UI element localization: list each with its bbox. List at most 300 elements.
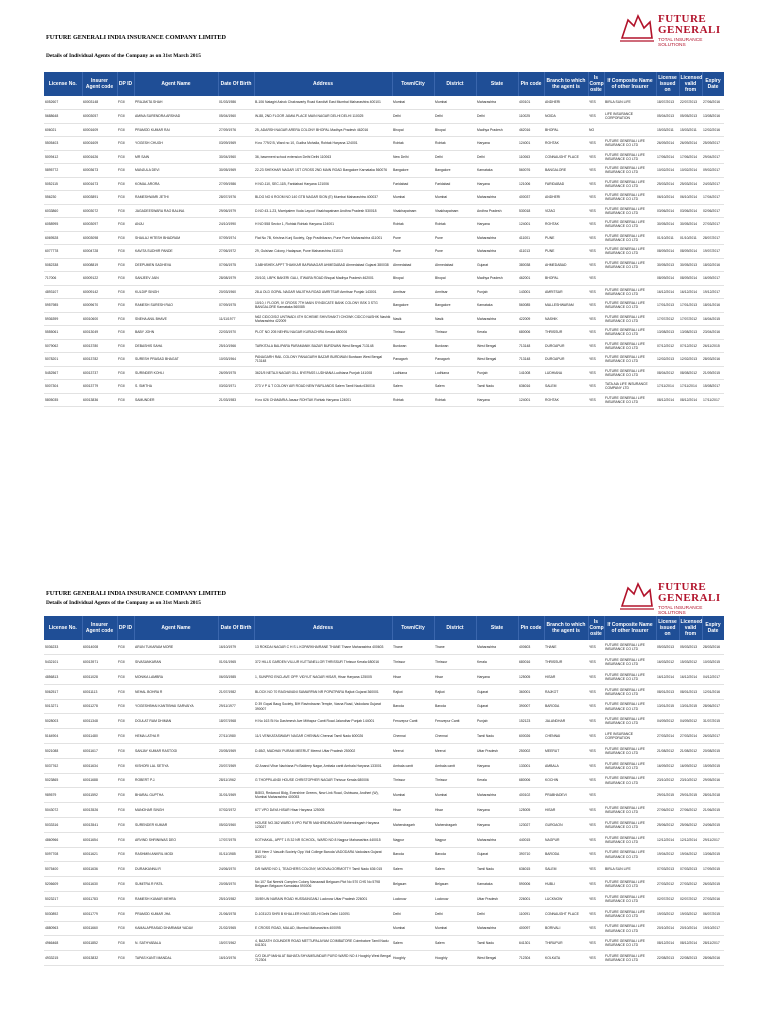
cell-expiry-date: 23/04/2016 bbox=[702, 326, 724, 340]
cell-other-insurer: FUTURE GENERALI LIFE INSURANCE CO LTD bbox=[604, 655, 656, 670]
table-row bbox=[44, 640, 724, 655]
cell-expiry-date: 24/03/2017 bbox=[702, 177, 724, 191]
table-row bbox=[44, 204, 724, 218]
cell-address: 677 VPO DAYA HISAR Hisar Haryana 125005 bbox=[254, 803, 392, 818]
cell-dp-id: FGII bbox=[117, 96, 134, 110]
cell-other-insurer: FUTURE GENERALI LIFE INSURANCE CO LTD bbox=[604, 951, 656, 966]
table-row bbox=[44, 393, 724, 407]
cell-other-insurer: FUTURE GENERALI LIFE INSURANCE CO LTD bbox=[604, 312, 656, 326]
cell-branch: NOIDA bbox=[544, 110, 588, 124]
cell-dob: 16/10/1979 bbox=[218, 640, 254, 655]
cell-dp-id: FGII bbox=[117, 393, 134, 407]
cell-town-city: Mumbai bbox=[392, 788, 434, 803]
cell-dob: 24/10/1990 bbox=[218, 218, 254, 232]
cell-agent-code: 60003098 bbox=[82, 231, 117, 245]
cell-agent-name: KAMALAPRASAD DHARMAM YADAV bbox=[134, 921, 218, 936]
cell-is-composite: YES bbox=[588, 640, 604, 655]
cell-dob: 07/09/1974 bbox=[218, 231, 254, 245]
cell-district: Burdwan bbox=[434, 339, 476, 353]
cell-valid-from: 08/01/2013 bbox=[679, 684, 702, 699]
cell-dob: 20/05/1970 bbox=[218, 877, 254, 892]
cell-branch: CHENNAI bbox=[544, 729, 588, 744]
cell-state: Delhi bbox=[476, 906, 518, 921]
cell-state: Haryana bbox=[476, 818, 518, 833]
header-dp-id: DP ID bbox=[117, 72, 134, 96]
cell-is-composite: YES bbox=[588, 847, 604, 862]
cell-pin-code: 124001 bbox=[518, 218, 544, 232]
cell-address: 22-23 SHEKHAR NAGAR 1ST CROSS 2ND MAIN ROAD Bangalore Karnataka 560076 bbox=[254, 164, 392, 178]
cell-district: Ahmedabad bbox=[434, 258, 476, 272]
cell-town-city: Thane bbox=[392, 640, 434, 655]
cell-branch: NAGPUR bbox=[544, 832, 588, 847]
cell-license-no: 5164904 bbox=[44, 729, 82, 744]
cell-license-no: 5078201 bbox=[44, 353, 82, 367]
cell-branch: NASHIK bbox=[544, 312, 588, 326]
cell-address: 3 ABHISHEK APPT THAKKAR BAPANAGAR AHMEDABAD Ahmedabad Gujarat 380038 bbox=[254, 258, 392, 272]
header-state: State bbox=[476, 72, 518, 96]
cell-address: 42 Anand Vihar Nachiana Po Baldeep Nagar, Ambala cantt Ambala Haryana 133001 bbox=[254, 758, 392, 773]
cell-is-composite: YES bbox=[588, 137, 604, 151]
cell-town-city: Ferozepur Cantt bbox=[392, 714, 434, 729]
cell-district: Rohtak bbox=[434, 218, 476, 232]
table-row bbox=[44, 788, 724, 803]
cell-pin-code: 530018 bbox=[518, 204, 544, 218]
cell-dp-id: FGII bbox=[117, 150, 134, 164]
cell-agent-name: YOGESH CHUGH bbox=[134, 137, 218, 151]
cell-valid-from: 13/08/2013 bbox=[679, 326, 702, 340]
table-row bbox=[44, 729, 724, 744]
table-row bbox=[44, 177, 724, 191]
cell-license-no: 6069528 bbox=[44, 231, 82, 245]
table-row bbox=[44, 684, 724, 699]
cell-expiry-date: 17/11/2017 bbox=[702, 393, 724, 407]
cell-dob: 20/05/1969 bbox=[218, 744, 254, 759]
cell-branch: PUNE bbox=[544, 245, 588, 259]
cell-other-insurer: FUTURE GENERALI LIFE INSURANCE CO LTD bbox=[604, 393, 656, 407]
table-row bbox=[44, 714, 724, 729]
cell-license-no: 6077778 bbox=[44, 245, 82, 259]
cell-agent-name: SIVASANKARAN bbox=[134, 655, 218, 670]
cell-pin-code: 133001 bbox=[518, 758, 544, 773]
cell-expiry-date: 16/04/2015 bbox=[702, 312, 724, 326]
cell-town-city: Faridabad bbox=[392, 177, 434, 191]
cell-state: Haryana bbox=[476, 670, 518, 685]
cell-dob: 20/03/1960 bbox=[218, 285, 254, 299]
cell-expiry-date: 20/08/2015 bbox=[702, 744, 724, 759]
cell-expiry-date: 27/03/2016 bbox=[702, 892, 724, 907]
cell-district: Mumbai bbox=[434, 921, 476, 936]
header-other-insurer: If Composite Name of other Insurer bbox=[604, 616, 656, 640]
cell-branch: PUNE bbox=[544, 231, 588, 245]
header-license-no: License No. bbox=[44, 72, 82, 96]
cell-dp-id: FGII bbox=[117, 714, 134, 729]
cell-valid-from: 17/11/2014 bbox=[679, 380, 702, 394]
cell-agent-code: 60013780 bbox=[82, 339, 117, 353]
header-address: Address bbox=[254, 72, 392, 96]
cell-expiry-date: 28/03/2016 bbox=[702, 353, 724, 367]
cell-town-city: Nasik bbox=[392, 312, 434, 326]
cell-town-city: Hooghly bbox=[392, 951, 434, 966]
cell-town-city: Mahendragarh bbox=[392, 818, 434, 833]
cell-expiry-date: 15/09/2015 bbox=[702, 758, 724, 773]
cell-state: Tamil Nadu bbox=[476, 729, 518, 744]
table-row bbox=[44, 744, 724, 759]
cell-district: Faridabad bbox=[434, 177, 476, 191]
cell-state: Punjab bbox=[476, 366, 518, 380]
cell-pin-code: 680006 bbox=[518, 326, 544, 340]
cell-expiry-date: 27/03/2017 bbox=[702, 218, 724, 232]
cell-branch: KOLKATA bbox=[544, 951, 588, 966]
cell-license-issued: 17/01/2013 bbox=[656, 299, 679, 313]
cell-valid-from: 12/12/2014 bbox=[679, 832, 702, 847]
cell-agent-code: 60009122 bbox=[82, 272, 117, 286]
cell-dob: 25/10/1966 bbox=[218, 339, 254, 353]
cell-address: 29, Gulshan Colony, Hadapsar, Pune Maharashtra 411013 bbox=[254, 245, 392, 259]
logo-word-generali: GENERALI bbox=[658, 24, 721, 36]
cell-license-no: 4966468 bbox=[44, 936, 82, 951]
company-title: FUTURE GENERALI INDIA INSURANCE COMPANY LIMITED bbox=[46, 34, 226, 41]
cell-pin-code: 400102 bbox=[518, 788, 544, 803]
cell-district: Rohtak bbox=[434, 137, 476, 151]
header-agent-name: Agent Name bbox=[134, 616, 218, 640]
cell-agent-name: RAMESH SURESH RAO bbox=[134, 299, 218, 313]
cell-branch: HUBLI bbox=[544, 877, 588, 892]
cell-town-city: Salem bbox=[392, 380, 434, 394]
cell-dob: 24/06/1970 bbox=[218, 862, 254, 877]
cell-dob: 21/02/1965 bbox=[218, 921, 254, 936]
cell-dob: 29/11/1977 bbox=[218, 699, 254, 714]
header-address: Address bbox=[254, 616, 392, 640]
cell-agent-code: 60011278 bbox=[82, 699, 117, 714]
cell-is-composite: YES bbox=[588, 339, 604, 353]
cell-license-issued: 17/06/2014 bbox=[656, 150, 679, 164]
cell-dob: 27/09/1976 bbox=[218, 123, 254, 137]
cell-license-no: 5023217 bbox=[44, 892, 82, 907]
table-header-row bbox=[44, 616, 724, 640]
cell-is-composite: YES bbox=[588, 729, 604, 744]
cell-pin-code: 123027 bbox=[518, 818, 544, 833]
cell-state: Haryana bbox=[476, 137, 518, 151]
cell-district: Ferozepur Cantt bbox=[434, 714, 476, 729]
cell-expiry-date: 28/06/2017 bbox=[702, 699, 724, 714]
cell-town-city: Hisar bbox=[392, 670, 434, 685]
table-row bbox=[44, 921, 724, 936]
cell-other-insurer: FUTURE GENERALI LIFE INSURANCE CO LTD bbox=[604, 150, 656, 164]
cell-other-insurer: FUTURE GENERALI LIFE INSURANCE CO LTD bbox=[604, 892, 656, 907]
cell-agent-code: 60003673 bbox=[82, 164, 117, 178]
cell-pin-code: 590006 bbox=[518, 877, 544, 892]
cell-valid-from: 23/10/2012 bbox=[679, 773, 702, 788]
cell-pin-code: 462016 bbox=[518, 123, 544, 137]
cell-branch: PRABHADEVI bbox=[544, 788, 588, 803]
cell-is-composite: YES bbox=[588, 921, 604, 936]
cell-dp-id: FGII bbox=[117, 877, 134, 892]
cell-address: H.no 626 CHAMARIA Jasaur ROHTAK Rohtak Haryana 124001 bbox=[254, 393, 392, 407]
cell-agent-code: 60001609 bbox=[82, 137, 117, 151]
cell-address: H NO 558 Sector 1, Rohtak Rohtak Haryana 124001 bbox=[254, 218, 392, 232]
cell-is-composite: YES bbox=[588, 936, 604, 951]
cell-license-issued: 07/12/2012 bbox=[656, 339, 679, 353]
cell-town-city: Bangalore bbox=[392, 299, 434, 313]
cell-license-issued: 02/07/2012 bbox=[656, 892, 679, 907]
cell-agent-name: SAMUNDER bbox=[134, 393, 218, 407]
cell-dob: 18/07/1968 bbox=[218, 714, 254, 729]
cell-district: Delhi bbox=[434, 110, 476, 124]
cell-valid-from: 17/01/2013 bbox=[679, 299, 702, 313]
cell-agent-name: SANJEEV JAIN bbox=[134, 272, 218, 286]
cell-district: Lucknow bbox=[434, 892, 476, 907]
cell-district: Delhi bbox=[434, 906, 476, 921]
cell-license-issued: 16/12/2014 bbox=[656, 670, 679, 685]
cell-valid-from: 08/09/2014 bbox=[679, 245, 702, 259]
cell-agent-name: MONIKA LAMBRA bbox=[134, 670, 218, 685]
cell-agent-code: 60003148 bbox=[82, 96, 117, 110]
cell-branch: BARODA bbox=[544, 847, 588, 862]
cell-state: Kerala bbox=[476, 773, 518, 788]
cell-pin-code: 600026 bbox=[518, 729, 544, 744]
cell-pin-code: 141008 bbox=[518, 366, 544, 380]
cell-agent-name: S. SMITHA bbox=[134, 380, 218, 394]
cell-pin-code: 712304 bbox=[518, 951, 544, 966]
cell-district: Bhopal bbox=[434, 123, 476, 137]
cell-address: G THOPPILANDI HOUSE CHRISTOPHER NAGAR Thrissur Kerala 680006 bbox=[254, 773, 392, 788]
cell-is-composite: YES bbox=[588, 272, 604, 286]
table-row bbox=[44, 231, 724, 245]
cell-dob: 17/07/1975 bbox=[218, 832, 254, 847]
cell-agent-name: SHAILAJ HITESH BHADRAM bbox=[134, 231, 218, 245]
cell-license-no: 5043072 bbox=[44, 803, 82, 818]
cell-agent-name: N. SATHYABALA bbox=[134, 936, 218, 951]
cell-license-issued: 16/12/2014 bbox=[656, 285, 679, 299]
cell-dob: 03/09/1969 bbox=[218, 137, 254, 151]
cell-valid-from: 19/03/2012 bbox=[679, 906, 702, 921]
cell-district: Mumbai bbox=[434, 96, 476, 110]
cell-agent-name: SURENDER KUMAR bbox=[134, 818, 218, 833]
cell-other-insurer: FUTURE GENERALI LIFE INSURANCE CO LTD bbox=[604, 258, 656, 272]
cell-state: West Bengal bbox=[476, 339, 518, 353]
cell-state: Andhra Pradesh bbox=[476, 204, 518, 218]
cell-state: Maharashtra bbox=[476, 921, 518, 936]
cell-pin-code: 641301 bbox=[518, 936, 544, 951]
cell-address: PANAGARH RAIL COLONY PANAGARH BAZAR BURDWAN Burdwan West Bengal 713148 bbox=[254, 353, 392, 367]
cell-agent-code: 60011654 bbox=[82, 832, 117, 847]
cell-agent-code: 60009142 bbox=[82, 285, 117, 299]
table-row bbox=[44, 326, 724, 340]
cell-license-issued: 27/03/2012 bbox=[656, 877, 679, 892]
header-agent-code: Insurer Agent code bbox=[82, 72, 117, 96]
cell-dp-id: FGII bbox=[117, 906, 134, 921]
cell-state: West Bengal bbox=[476, 353, 518, 367]
cell-dob: 01/11/1985 bbox=[218, 847, 254, 862]
cell-district: Thrissur bbox=[434, 655, 476, 670]
cell-pin-code: 636015 bbox=[518, 862, 544, 877]
cell-expiry-date: 29/05/2016 bbox=[702, 773, 724, 788]
cell-address: 11/1 VENKATASWAMY NAGAR CHENNAI Chennai Tamil Nadu 600026 bbox=[254, 729, 392, 744]
cell-state: Maharashtra bbox=[476, 231, 518, 245]
cell-dp-id: FGII bbox=[117, 299, 134, 313]
cell-is-composite: YES bbox=[588, 299, 604, 313]
cell-license-no: 4933215 bbox=[44, 951, 82, 966]
cell-town-city: Rohtak bbox=[392, 393, 434, 407]
cell-license-issued: 25/06/2012 bbox=[656, 818, 679, 833]
cell-town-city: Ahmedabad bbox=[392, 258, 434, 272]
cell-state: Delhi bbox=[476, 110, 518, 124]
cell-dp-id: FGII bbox=[117, 258, 134, 272]
cell-license-no: 6033860 bbox=[44, 204, 82, 218]
cell-agent-name: KULDIP SINGH bbox=[134, 285, 218, 299]
cell-agent-code: 60013779 bbox=[82, 380, 117, 394]
cell-expiry-date: 09/02/2017 bbox=[702, 164, 724, 178]
cell-dob: 25/10/1982 bbox=[218, 892, 254, 907]
cell-address: 372 HILLS GARDEN VILLUR KUTTANELLOR THRISSUR Thrissur Kerala 680016 bbox=[254, 655, 392, 670]
cell-pin-code: 152123 bbox=[518, 714, 544, 729]
cell-other-insurer: FUTURE GENERALI LIFE INSURANCE CO LTD bbox=[604, 877, 656, 892]
cell-expiry-date: 17/04/2017 bbox=[702, 191, 724, 205]
cell-license-no: 556230 bbox=[44, 191, 82, 205]
cell-address: 13 ROKDAI NAGAR C H S L KOPARKHAIRANE THANE Thane Maharashtra 400603 bbox=[254, 640, 392, 655]
cell-license-issued: 27/03/2014 bbox=[656, 729, 679, 744]
cell-state: Punjab bbox=[476, 285, 518, 299]
cell-other-insurer: BIRLA SUN LIFE bbox=[604, 862, 656, 877]
cell-state: Tamil Nadu bbox=[476, 936, 518, 951]
cell-address: B/803, Redwood Bldg, Evershine Greens, New Link Road, Oshiwara, Andheri (W), Mumbai Maharashtra 400053 bbox=[254, 788, 392, 803]
cell-license-no: 5452567 bbox=[44, 366, 82, 380]
cell-valid-from: 08/12/2014 bbox=[679, 393, 702, 407]
cell-address: H NO-110, SEC-11B, Faridabad Haryana 121006 bbox=[254, 177, 392, 191]
cell-pin-code: 462001 bbox=[518, 272, 544, 286]
cell-other-insurer: FUTURE GENERALI LIFE INSURANCE CO LTD bbox=[604, 684, 656, 699]
cell-dob: 05/02/1960 bbox=[218, 818, 254, 833]
cell-agent-name: KAVITA SUDHIR PANDE bbox=[134, 245, 218, 259]
cell-pin-code: 124001 bbox=[518, 137, 544, 151]
cell-dob: 03/02/1971 bbox=[218, 380, 254, 394]
cell-agent-name: KISHORI LAL SETIYA bbox=[134, 758, 218, 773]
cell-agent-code: 60011630 bbox=[82, 877, 117, 892]
cell-district: Pune bbox=[434, 245, 476, 259]
cell-license-issued: 17/11/2014 bbox=[656, 380, 679, 394]
cell-town-city: Amritsar bbox=[392, 285, 434, 299]
cell-branch: DURGAPUR bbox=[544, 353, 588, 367]
cell-license-issued: 04/09/2012 bbox=[656, 714, 679, 729]
cell-agent-code: 60011636 bbox=[82, 862, 117, 877]
cell-branch: CONNAUGHT PLACE bbox=[544, 906, 588, 921]
cell-license-issued: 08/12/2014 bbox=[656, 936, 679, 951]
cell-address: D-65/2, MADHAV PURAM MEERUT Meerut Uttar Pradesh 250002 bbox=[254, 744, 392, 759]
cell-agent-code: 60013049 bbox=[82, 326, 117, 340]
cell-expiry-date: 28/07/2017 bbox=[702, 231, 724, 245]
cell-agent-code: 60011480 bbox=[82, 729, 117, 744]
cell-license-issued: 03/06/2014 bbox=[656, 204, 679, 218]
cell-other-insurer: FUTURE GENERALI LIFE INSURANCE CO LTD bbox=[604, 640, 656, 655]
cell-valid-from: 08/09/2014 bbox=[679, 272, 702, 286]
cell-other-insurer: FUTURE GENERALI LIFE INSURANCE CO LTD bbox=[604, 818, 656, 833]
cell-valid-from: 15/03/2012 bbox=[679, 655, 702, 670]
cell-agent-code: 60003057 bbox=[82, 110, 117, 124]
cell-expiry-date: 24/06/2015 bbox=[702, 818, 724, 833]
cell-agent-name: RAMESHWARI JETHI bbox=[134, 191, 218, 205]
cell-other-insurer: FUTURE GENERALI LIFE INSURANCE CO LTD bbox=[604, 832, 656, 847]
cell-town-city: Hisar bbox=[392, 803, 434, 818]
cell-is-composite: YES bbox=[588, 906, 604, 921]
cell-license-issued: 12/12/2014 bbox=[656, 832, 679, 847]
cell-other-insurer: FUTURE GENERALI LIFE INSURANCE CO LTD bbox=[604, 231, 656, 245]
cell-town-city: Mumbai bbox=[392, 96, 434, 110]
cell-license-issued: 05/03/2013 bbox=[656, 640, 679, 655]
cell-town-city: Visakhapatnam bbox=[392, 204, 434, 218]
cell-expiry-date: 06/07/2015 bbox=[702, 906, 724, 921]
cell-dob: 01/03/1986 bbox=[218, 96, 254, 110]
cell-agent-name: PRAMOD KUMAR RAI bbox=[134, 123, 218, 137]
logo-word-generali: GENERALI bbox=[658, 592, 721, 604]
cell-is-composite: YES bbox=[588, 655, 604, 670]
cell-address: W-88, 2ND FLOOR JAMIA PLACE MAIN NAGAR DELHI DELHI 110025 bbox=[254, 110, 392, 124]
cell-address: D-1031/23 SHRI B KHALLER KHAS DELHI Delhi Delhi 110091 bbox=[254, 906, 392, 921]
table-row bbox=[44, 366, 724, 380]
cell-town-city: Pune bbox=[392, 245, 434, 259]
cell-town-city: Lucknow bbox=[392, 892, 434, 907]
cell-state: Karnataka bbox=[476, 877, 518, 892]
cell-is-composite: YES bbox=[588, 393, 604, 407]
cell-license-issued: 08/09/2014 bbox=[656, 272, 679, 286]
cell-dp-id: FGII bbox=[117, 729, 134, 744]
cell-dp-id: FGII bbox=[117, 353, 134, 367]
cell-agent-name: SURESH PRASAD BHAGAT bbox=[134, 353, 218, 367]
cell-state: Maharashtra bbox=[476, 312, 518, 326]
cell-address: E CROSS ROAD, MALAD, Mumbai Maharashtra 400095 bbox=[254, 921, 392, 936]
cell-agent-code: 60011592 bbox=[82, 788, 117, 803]
report-subtitle: Details of Individual Agents of the Company as on 31st March 2015 bbox=[46, 53, 201, 59]
cell-pin-code: 680006 bbox=[518, 773, 544, 788]
header-license-issued: License issued on bbox=[656, 72, 679, 96]
cell-expiry-date: 19/10/2017 bbox=[702, 921, 724, 936]
cell-agent-name: TAPAS KANTI MANDAL bbox=[134, 951, 218, 966]
cell-district: Mahendragarh bbox=[434, 818, 476, 833]
cell-district: Hisar bbox=[434, 803, 476, 818]
cell-dp-id: FGII bbox=[117, 773, 134, 788]
cell-district: Visakhapatnam bbox=[434, 204, 476, 218]
cell-expiry-date: 12/02/2016 bbox=[702, 123, 724, 137]
cell-state: Uttar Pradesh bbox=[476, 744, 518, 759]
header-dob: Date Of Birth bbox=[218, 72, 254, 96]
cell-state: Kerala bbox=[476, 655, 518, 670]
cell-expiry-date: 12/01/2016 bbox=[702, 684, 724, 699]
cell-dob: 07/09/1975 bbox=[218, 299, 254, 313]
cell-agent-name: DEBASHIS SAHA bbox=[134, 339, 218, 353]
cell-license-issued: 08/09/2014 bbox=[656, 245, 679, 259]
cell-state: Karnataka bbox=[476, 299, 518, 313]
cell-license-issued: 27/06/2012 bbox=[656, 803, 679, 818]
cell-branch: CONNAUGHT PLACE bbox=[544, 150, 588, 164]
cell-dob: 31/01/1969 bbox=[218, 788, 254, 803]
cell-address: 273 V P & T COLONY AIR ROAD NEW FAIRLANDS Salem Tamil Nadu 636016 bbox=[254, 380, 392, 394]
cell-pin-code: 390710 bbox=[518, 847, 544, 862]
cell-district: Bhopal bbox=[434, 272, 476, 286]
cell-license-issued: 08/12/2014 bbox=[656, 393, 679, 407]
cell-valid-from: 02/07/2012 bbox=[679, 892, 702, 907]
cell-license-issued: 16/09/2012 bbox=[656, 758, 679, 773]
cell-license-no: 5957985 bbox=[44, 299, 82, 313]
cell-other-insurer: FUTURE GENERALI LIFE INSURANCE CO LTD bbox=[604, 299, 656, 313]
cell-town-city: Burdwan bbox=[392, 339, 434, 353]
table-row bbox=[44, 951, 724, 966]
table-row bbox=[44, 299, 724, 313]
table-row bbox=[44, 877, 724, 892]
cell-agent-name: JAGADEESWARA RAO BALINA bbox=[134, 204, 218, 218]
cell-other-insurer: FUTURE GENERALI LIFE INSURANCE CO LTD bbox=[604, 177, 656, 191]
cell-agent-code: 60001609 bbox=[82, 123, 117, 137]
cell-town-city: Mumbai bbox=[392, 921, 434, 936]
cell-town-city: Rohtak bbox=[392, 137, 434, 151]
